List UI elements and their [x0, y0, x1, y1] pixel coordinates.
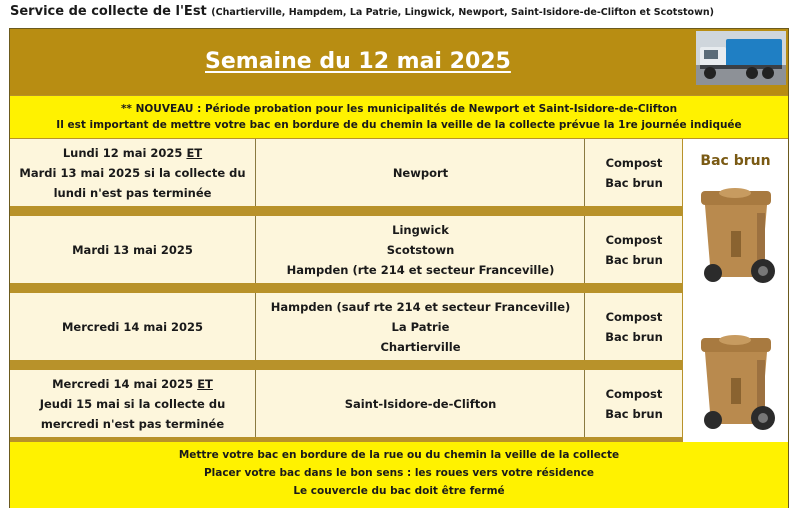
schedule-row: [10, 216, 682, 283]
instruction-line: Placer votre bac dans le bon sens : les roues vers votre résidence: [203, 467, 595, 479]
instruction-line: Mettre votre bac en bordure de la rue ou du chemin la veille de la collecte: [178, 449, 620, 461]
type-line: Bac brun: [605, 406, 663, 421]
date-connector: ET: [197, 376, 213, 391]
type-line: Bac brun: [605, 175, 663, 190]
title-municipalities: (Chartierville, Hampdem, La Patrie, Lingwick, Newport, Saint-Isidore-de-Clifton et Scotstown): [211, 7, 714, 18]
collection-date: [10, 139, 256, 206]
date-text: Mardi 13 mai 2025: [72, 242, 193, 257]
date-text: mercredi n'est pas terminée: [40, 416, 225, 431]
date-text: Lundi 12 mai 2025: [62, 145, 187, 160]
brown-bin-icon: [695, 329, 781, 435]
municipality: Lingwick: [392, 222, 449, 237]
title-text: Service de collecte de l'Est: [10, 4, 207, 19]
municipality: La Patrie: [391, 319, 450, 334]
type-line: Compost: [605, 232, 663, 247]
municipalities-cell: [257, 370, 585, 437]
municipality: Newport: [392, 165, 449, 180]
type-line: Compost: [605, 386, 663, 401]
date-text: Mercredi 14 mai 2025: [52, 376, 198, 391]
type-line: Bac brun: [605, 252, 663, 267]
date-text: Mardi 13 mai 2025 si la collecte du: [19, 165, 246, 180]
notice-line-important: Il est important de mettre votre bac en bordure de du chemin la veille de la collecte prévue la 1re journée indiquée: [56, 119, 742, 131]
date-text: lundi n'est pas terminée: [53, 185, 212, 200]
instructions-band: [10, 442, 788, 508]
collection-type: [586, 139, 682, 206]
municipalities-cell: [257, 139, 585, 206]
type-line: Compost: [605, 309, 663, 324]
municipality: Hampden (rte 214 et secteur Franceville): [286, 262, 555, 277]
date-text: Mercredi 14 mai 2025: [61, 319, 204, 334]
collection-date: [10, 370, 256, 437]
instruction-line: Le couvercle du bac doit être fermé: [293, 485, 505, 497]
bin-label: Bac brun: [700, 153, 771, 169]
municipality: Hampden (sauf rte 214 et secteur Franceville): [270, 299, 571, 314]
schedule-row: [10, 139, 682, 206]
date-connector: ET: [186, 145, 203, 160]
schedule-frame: [9, 28, 789, 508]
municipality: Saint-Isidore-de-Clifton: [344, 396, 497, 411]
week-header: [10, 29, 788, 95]
bin-panel: [683, 139, 788, 442]
brown-bin-icon: [695, 183, 781, 287]
week-title: Semaine du 12 mai 2025: [205, 49, 511, 74]
schedule-row: [10, 370, 682, 437]
collection-type: [586, 370, 682, 437]
garbage-truck-icon: [696, 31, 786, 85]
notice-band: [10, 96, 788, 138]
collection-date: [10, 216, 256, 283]
municipality: Chartierville: [380, 339, 461, 354]
schedule-row: [10, 293, 682, 360]
notice-line-new: ** NOUVEAU : Période probation pour les municipalités de Newport et Saint-Isidore-de-Clifton: [120, 103, 678, 115]
municipalities-cell: [257, 216, 585, 283]
collection-type: [586, 293, 682, 360]
collection-date: [10, 293, 256, 360]
municipalities-cell: [257, 293, 585, 360]
type-line: Compost: [605, 155, 663, 170]
page-title: [10, 4, 714, 19]
type-line: Bac brun: [605, 329, 663, 344]
municipality: Scotstown: [386, 242, 455, 257]
date-text: Jeudi 15 mai si la collecte du: [39, 396, 226, 411]
collection-type: [586, 216, 682, 283]
